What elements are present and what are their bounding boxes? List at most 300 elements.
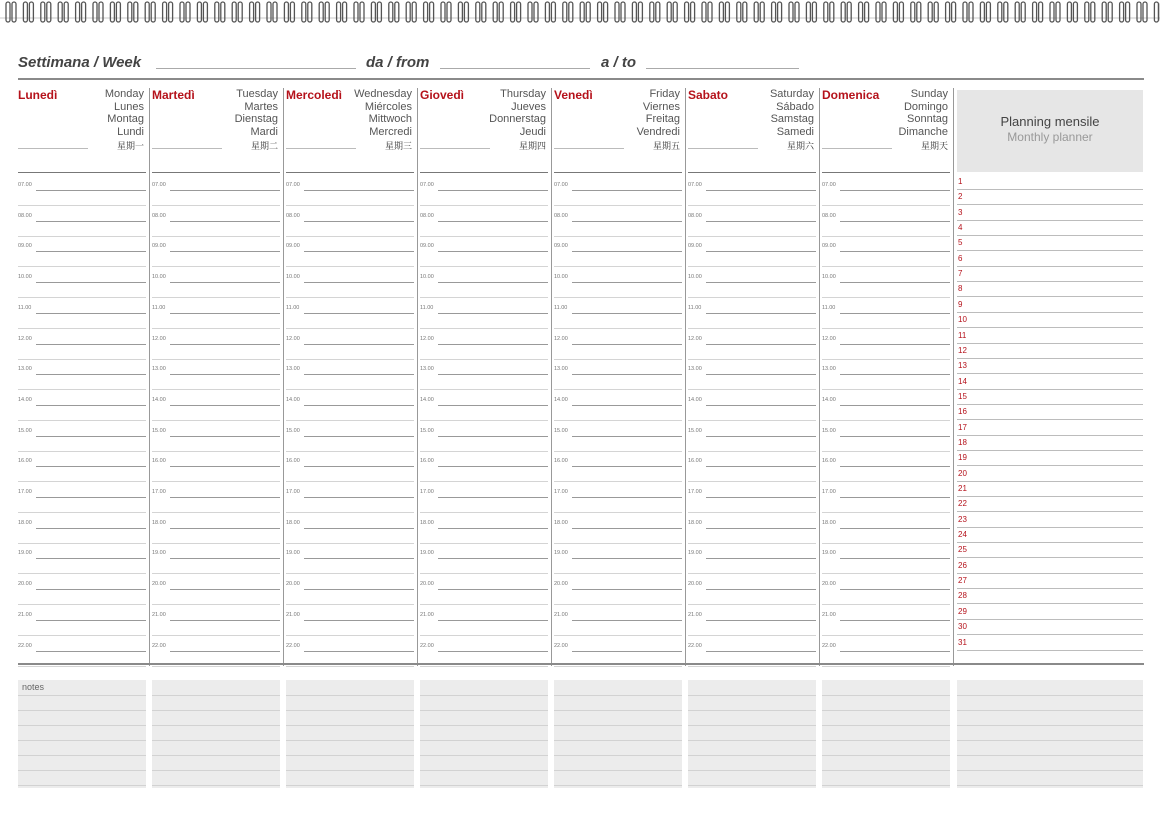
notes-box[interactable]: [420, 680, 548, 788]
half-hour-slot[interactable]: [688, 205, 816, 206]
half-hour-slot[interactable]: [688, 451, 816, 452]
half-hour-slot[interactable]: [420, 666, 548, 667]
day-translation: Mardi: [250, 125, 278, 138]
planner-title: Planning mensile: [1000, 114, 1100, 129]
half-hour-slot[interactable]: [822, 236, 950, 237]
half-hour-slot[interactable]: [152, 573, 280, 574]
half-hour-slot[interactable]: [554, 297, 682, 298]
planner-day-line[interactable]: [957, 343, 1143, 344]
time-slot[interactable]: [706, 466, 816, 467]
half-hour-slot[interactable]: [286, 543, 414, 544]
half-hour-slot[interactable]: [554, 205, 682, 206]
planner-day-line[interactable]: [957, 189, 1143, 190]
hour-label: 19.00: [554, 550, 568, 557]
time-slot[interactable]: [304, 466, 414, 467]
planner-day-line[interactable]: [957, 250, 1143, 251]
planner-day-line[interactable]: [957, 496, 1143, 497]
half-hour-slot[interactable]: [18, 635, 146, 636]
half-hour-slot[interactable]: [822, 666, 950, 667]
planner-day-number: 27: [958, 576, 967, 586]
planner-day-line[interactable]: [957, 220, 1143, 221]
to-field[interactable]: [646, 68, 799, 69]
planner-day-line[interactable]: [957, 327, 1143, 328]
time-slot[interactable]: [572, 466, 682, 467]
time-slot[interactable]: [170, 282, 280, 283]
planner-day-line[interactable]: [957, 619, 1143, 620]
time-slot[interactable]: [170, 528, 280, 529]
time-slot[interactable]: [304, 436, 414, 437]
half-hour-slot[interactable]: [18, 266, 146, 267]
day-translation: Freitag: [645, 113, 680, 126]
time-slot[interactable]: [706, 620, 816, 621]
planner-day-line[interactable]: [957, 527, 1143, 528]
time-slot[interactable]: [438, 190, 548, 191]
time-slot[interactable]: [36, 497, 146, 498]
notes-line: [420, 695, 548, 696]
time-slot[interactable]: [36, 313, 146, 314]
time-slot[interactable]: [706, 405, 816, 406]
time-slot[interactable]: [36, 436, 146, 437]
planner-day-line[interactable]: [957, 511, 1143, 512]
planner-day-line[interactable]: [957, 557, 1143, 558]
half-hour-slot[interactable]: [554, 389, 682, 390]
half-hour-slot[interactable]: [420, 451, 548, 452]
half-hour-slot[interactable]: [554, 266, 682, 267]
half-hour-slot[interactable]: [420, 604, 548, 605]
half-hour-slot[interactable]: [18, 297, 146, 298]
half-hour-slot[interactable]: [554, 451, 682, 452]
time-slot[interactable]: [304, 558, 414, 559]
time-slot[interactable]: [438, 405, 548, 406]
time-slot[interactable]: [438, 344, 548, 345]
time-slot[interactable]: [304, 344, 414, 345]
time-slot[interactable]: [706, 374, 816, 375]
planner-day-line[interactable]: [957, 373, 1143, 374]
planner-day-line[interactable]: [957, 312, 1143, 313]
half-hour-slot[interactable]: [554, 481, 682, 482]
time-slot[interactable]: [706, 651, 816, 652]
time-slot[interactable]: [438, 528, 548, 529]
time-slot[interactable]: [438, 313, 548, 314]
time-slot[interactable]: [706, 221, 816, 222]
date-field[interactable]: [286, 148, 356, 149]
planner-day-line[interactable]: [957, 419, 1143, 420]
time-slot[interactable]: [36, 282, 146, 283]
half-hour-slot[interactable]: [822, 573, 950, 574]
half-hour-slot[interactable]: [286, 266, 414, 267]
half-hour-slot[interactable]: [688, 420, 816, 421]
date-field[interactable]: [822, 148, 892, 149]
half-hour-slot[interactable]: [688, 573, 816, 574]
time-slot[interactable]: [706, 344, 816, 345]
half-hour-slot[interactable]: [554, 328, 682, 329]
date-field[interactable]: [420, 148, 490, 149]
time-slot[interactable]: [572, 190, 682, 191]
date-field[interactable]: [554, 148, 624, 149]
time-slot[interactable]: [36, 528, 146, 529]
notes-box[interactable]: [18, 680, 146, 788]
half-hour-slot[interactable]: [688, 266, 816, 267]
time-slot[interactable]: [840, 221, 950, 222]
time-slot[interactable]: [170, 405, 280, 406]
planner-day-line[interactable]: [957, 435, 1143, 436]
time-slot[interactable]: [572, 558, 682, 559]
time-slot[interactable]: [36, 374, 146, 375]
time-slot[interactable]: [438, 589, 548, 590]
time-slot[interactable]: [304, 282, 414, 283]
half-hour-slot[interactable]: [420, 297, 548, 298]
time-slot[interactable]: [438, 221, 548, 222]
time-slot[interactable]: [36, 344, 146, 345]
time-slot[interactable]: [36, 620, 146, 621]
time-slot[interactable]: [572, 282, 682, 283]
time-slot[interactable]: [170, 221, 280, 222]
time-slot[interactable]: [36, 651, 146, 652]
half-hour-slot[interactable]: [688, 297, 816, 298]
time-slot[interactable]: [304, 190, 414, 191]
notes-box[interactable]: [688, 680, 816, 788]
day-translations: [105, 88, 144, 153]
time-slot[interactable]: [438, 620, 548, 621]
half-hour-slot[interactable]: [18, 512, 146, 513]
time-slot[interactable]: [840, 190, 950, 191]
time-slot[interactable]: [840, 344, 950, 345]
time-slot[interactable]: [304, 313, 414, 314]
planner-day-line[interactable]: [957, 481, 1143, 482]
half-hour-slot[interactable]: [688, 328, 816, 329]
half-hour-slot[interactable]: [286, 236, 414, 237]
time-slot[interactable]: [170, 651, 280, 652]
half-hour-slot[interactable]: [420, 359, 548, 360]
half-hour-slot[interactable]: [822, 297, 950, 298]
day-translation: Miércoles: [364, 100, 412, 113]
time-slot[interactable]: [840, 558, 950, 559]
day-translation: Dienstag: [234, 113, 278, 126]
time-slot[interactable]: [304, 528, 414, 529]
half-hour-slot[interactable]: [152, 666, 280, 667]
half-hour-slot[interactable]: [152, 236, 280, 237]
half-hour-slot[interactable]: [688, 481, 816, 482]
time-slot[interactable]: [706, 190, 816, 191]
half-hour-slot[interactable]: [822, 266, 950, 267]
planner-day-line[interactable]: [957, 204, 1143, 205]
half-hour-slot[interactable]: [152, 512, 280, 513]
half-hour-slot[interactable]: [286, 297, 414, 298]
time-slot[interactable]: [706, 313, 816, 314]
half-hour-slot[interactable]: [18, 389, 146, 390]
hour-label: 09.00: [688, 243, 702, 250]
half-hour-slot[interactable]: [152, 451, 280, 452]
time-slot[interactable]: [840, 436, 950, 437]
time-slot[interactable]: [304, 251, 414, 252]
time-slot[interactable]: [170, 251, 280, 252]
time-slot[interactable]: [438, 251, 548, 252]
planner-day-line[interactable]: [957, 465, 1143, 466]
time-slot[interactable]: [304, 651, 414, 652]
half-hour-slot[interactable]: [18, 573, 146, 574]
time-slot[interactable]: [840, 651, 950, 652]
half-hour-slot[interactable]: [420, 543, 548, 544]
planner-day-line[interactable]: [957, 266, 1143, 267]
half-hour-slot[interactable]: [286, 328, 414, 329]
half-hour-slot[interactable]: [18, 481, 146, 482]
half-hour-slot[interactable]: [152, 635, 280, 636]
time-slot[interactable]: [438, 497, 548, 498]
time-slot[interactable]: [170, 497, 280, 498]
half-hour-slot[interactable]: [554, 543, 682, 544]
time-slot[interactable]: [438, 282, 548, 283]
planner-day-line[interactable]: [957, 450, 1143, 451]
half-hour-slot[interactable]: [688, 389, 816, 390]
planner-day-line[interactable]: [957, 389, 1143, 390]
date-field[interactable]: [18, 148, 88, 149]
hour-label: 16.00: [18, 458, 32, 465]
half-hour-slot[interactable]: [554, 573, 682, 574]
time-slot[interactable]: [170, 620, 280, 621]
half-hour-slot[interactable]: [420, 328, 548, 329]
half-hour-slot[interactable]: [18, 666, 146, 667]
half-hour-slot[interactable]: [152, 205, 280, 206]
half-hour-slot[interactable]: [420, 205, 548, 206]
notes-line: [420, 755, 548, 756]
half-hour-slot[interactable]: [286, 389, 414, 390]
time-slot[interactable]: [170, 436, 280, 437]
time-slot[interactable]: [706, 497, 816, 498]
time-slot[interactable]: [36, 558, 146, 559]
time-slot[interactable]: [36, 221, 146, 222]
time-slot[interactable]: [572, 344, 682, 345]
time-slot[interactable]: [304, 405, 414, 406]
half-hour-slot[interactable]: [420, 389, 548, 390]
half-hour-slot[interactable]: [554, 666, 682, 667]
notes-box[interactable]: [286, 680, 414, 788]
time-slot[interactable]: [170, 558, 280, 559]
half-hour-slot[interactable]: [822, 420, 950, 421]
half-hour-slot[interactable]: [18, 359, 146, 360]
planner-day-line[interactable]: [957, 235, 1143, 236]
planner-day-line[interactable]: [957, 404, 1143, 405]
hour-label: 14.00: [822, 396, 836, 403]
half-hour-slot[interactable]: [688, 359, 816, 360]
half-hour-slot[interactable]: [688, 236, 816, 237]
planner-day-line[interactable]: [957, 296, 1143, 297]
half-hour-slot[interactable]: [822, 205, 950, 206]
hour-label: 07.00: [286, 182, 300, 188]
hour-label: 11.00: [152, 304, 166, 311]
half-hour-slot[interactable]: [554, 604, 682, 605]
time-slot[interactable]: [840, 466, 950, 467]
half-hour-slot[interactable]: [286, 205, 414, 206]
week-field[interactable]: [156, 68, 356, 69]
time-slot[interactable]: [706, 558, 816, 559]
time-slot[interactable]: [438, 651, 548, 652]
notes-box[interactable]: [152, 680, 280, 788]
half-hour-slot[interactable]: [420, 236, 548, 237]
half-hour-slot[interactable]: [152, 359, 280, 360]
time-slot[interactable]: [304, 620, 414, 621]
half-hour-slot[interactable]: [18, 205, 146, 206]
half-hour-slot[interactable]: [286, 420, 414, 421]
time-slot[interactable]: [304, 497, 414, 498]
planner-day-line[interactable]: [957, 634, 1143, 635]
hour-label: 18.00: [152, 519, 166, 526]
half-hour-slot[interactable]: [822, 512, 950, 513]
time-slot[interactable]: [706, 436, 816, 437]
time-slot[interactable]: [438, 436, 548, 437]
half-hour-slot[interactable]: [18, 451, 146, 452]
half-hour-slot[interactable]: [688, 543, 816, 544]
time-slot[interactable]: [572, 374, 682, 375]
from-field[interactable]: [440, 68, 590, 69]
half-hour-slot[interactable]: [286, 451, 414, 452]
notes-box[interactable]: [822, 680, 950, 788]
half-hour-slot[interactable]: [420, 512, 548, 513]
half-hour-slot[interactable]: [18, 236, 146, 237]
half-hour-slot[interactable]: [554, 420, 682, 421]
time-slot[interactable]: [304, 374, 414, 375]
planner-day-line[interactable]: [957, 650, 1143, 651]
half-hour-slot[interactable]: [286, 512, 414, 513]
half-hour-slot[interactable]: [420, 481, 548, 482]
time-slot[interactable]: [170, 344, 280, 345]
time-slot[interactable]: [706, 282, 816, 283]
half-hour-slot[interactable]: [152, 420, 280, 421]
time-slot[interactable]: [840, 282, 950, 283]
half-hour-slot[interactable]: [822, 543, 950, 544]
time-slot[interactable]: [572, 651, 682, 652]
half-hour-slot[interactable]: [822, 328, 950, 329]
planner-day-number: 26: [958, 560, 967, 570]
planner-day-line[interactable]: [957, 281, 1143, 282]
half-hour-slot[interactable]: [152, 389, 280, 390]
time-slot[interactable]: [572, 589, 682, 590]
half-hour-slot[interactable]: [822, 604, 950, 605]
half-hour-slot[interactable]: [152, 481, 280, 482]
time-slot[interactable]: [438, 466, 548, 467]
half-hour-slot[interactable]: [688, 604, 816, 605]
half-hour-slot[interactable]: [420, 420, 548, 421]
half-hour-slot[interactable]: [822, 481, 950, 482]
time-slot[interactable]: [304, 589, 414, 590]
day-translation: 星期三: [384, 141, 412, 152]
spiral-ring: [859, 2, 869, 22]
half-hour-slot[interactable]: [822, 389, 950, 390]
half-hour-slot[interactable]: [152, 266, 280, 267]
half-hour-slot[interactable]: [152, 297, 280, 298]
time-slot[interactable]: [170, 190, 280, 191]
time-slot[interactable]: [170, 589, 280, 590]
time-slot[interactable]: [840, 251, 950, 252]
time-slot[interactable]: [170, 313, 280, 314]
planner-day-line[interactable]: [957, 588, 1143, 589]
notes-line: [286, 755, 414, 756]
time-slot[interactable]: [36, 190, 146, 191]
date-field[interactable]: [152, 148, 222, 149]
half-hour-slot[interactable]: [822, 359, 950, 360]
time-slot[interactable]: [36, 405, 146, 406]
time-slot[interactable]: [572, 528, 682, 529]
hour-label: 07.00: [688, 182, 702, 188]
time-slot[interactable]: [572, 251, 682, 252]
half-hour-slot[interactable]: [286, 666, 414, 667]
time-slot[interactable]: [572, 436, 682, 437]
time-slot[interactable]: [572, 497, 682, 498]
time-slot[interactable]: [572, 620, 682, 621]
planner-day-line[interactable]: [957, 573, 1143, 574]
half-hour-slot[interactable]: [822, 451, 950, 452]
time-slot[interactable]: [438, 558, 548, 559]
hour-label: 08.00: [152, 212, 166, 219]
time-slot[interactable]: [170, 374, 280, 375]
planner-day-line[interactable]: [957, 542, 1143, 543]
planner-day-line[interactable]: [957, 603, 1143, 604]
time-slot[interactable]: [438, 374, 548, 375]
spiral-ring: [667, 2, 677, 22]
time-slot[interactable]: [572, 405, 682, 406]
planner-day-line[interactable]: [957, 358, 1143, 359]
half-hour-slot[interactable]: [152, 328, 280, 329]
half-hour-slot[interactable]: [554, 236, 682, 237]
time-slot[interactable]: [170, 466, 280, 467]
half-hour-slot[interactable]: [822, 635, 950, 636]
half-hour-slot[interactable]: [286, 359, 414, 360]
time-slot[interactable]: [840, 405, 950, 406]
half-hour-slot[interactable]: [152, 604, 280, 605]
time-slot[interactable]: [572, 313, 682, 314]
time-slot[interactable]: [36, 251, 146, 252]
time-slot[interactable]: [706, 528, 816, 529]
time-slot[interactable]: [840, 497, 950, 498]
time-slot[interactable]: [36, 466, 146, 467]
half-hour-slot[interactable]: [688, 635, 816, 636]
half-hour-slot[interactable]: [286, 604, 414, 605]
time-slot[interactable]: [840, 528, 950, 529]
half-hour-slot[interactable]: [554, 359, 682, 360]
half-hour-slot[interactable]: [286, 481, 414, 482]
time-slot[interactable]: [572, 221, 682, 222]
half-hour-slot[interactable]: [18, 328, 146, 329]
notes-box[interactable]: [554, 680, 682, 788]
day-translations: [898, 88, 948, 153]
half-hour-slot[interactable]: [18, 420, 146, 421]
half-hour-slot[interactable]: [688, 512, 816, 513]
hour-label: 12.00: [554, 335, 568, 342]
time-slot[interactable]: [36, 589, 146, 590]
notes-box[interactable]: [957, 680, 1143, 788]
date-field[interactable]: [688, 148, 758, 149]
half-hour-slot[interactable]: [18, 543, 146, 544]
time-slot[interactable]: [706, 589, 816, 590]
half-hour-slot[interactable]: [420, 635, 548, 636]
half-hour-slot[interactable]: [18, 604, 146, 605]
half-hour-slot[interactable]: [420, 573, 548, 574]
time-slot[interactable]: [840, 313, 950, 314]
hour-label: 08.00: [822, 212, 836, 219]
half-hour-slot[interactable]: [286, 635, 414, 636]
time-slot[interactable]: [304, 221, 414, 222]
half-hour-slot[interactable]: [554, 635, 682, 636]
time-slot[interactable]: [840, 589, 950, 590]
half-hour-slot[interactable]: [286, 573, 414, 574]
day-translation: Friday: [649, 88, 680, 100]
half-hour-slot[interactable]: [688, 666, 816, 667]
half-hour-slot[interactable]: [420, 266, 548, 267]
half-hour-slot[interactable]: [554, 512, 682, 513]
time-slot[interactable]: [840, 374, 950, 375]
half-hour-slot[interactable]: [152, 543, 280, 544]
time-slot[interactable]: [840, 620, 950, 621]
time-slot[interactable]: [706, 251, 816, 252]
